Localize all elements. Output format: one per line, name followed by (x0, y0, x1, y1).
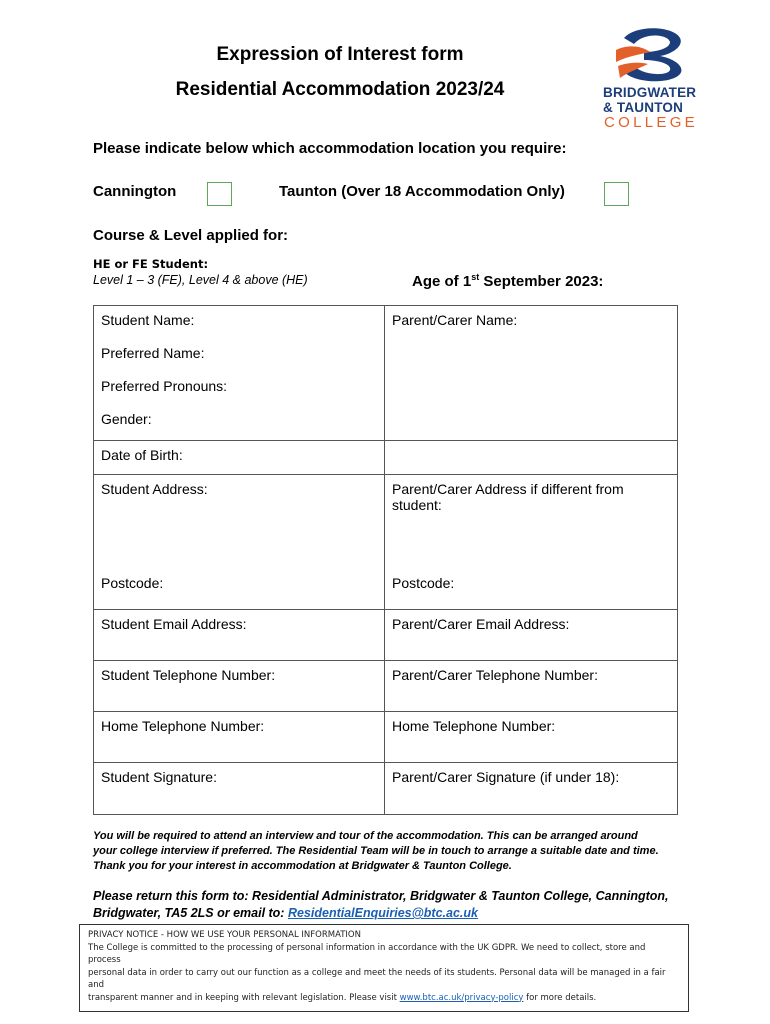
interview-note: You will be required to attend an interview and tour of the accommodation. This can be arranged around your college interview if preferred. The Residential Team will be in touch to arrange a suitable date and time. Thank you for your interest in accommodation at Bridgwater & Taunton College. (93, 830, 659, 872)
course-heading: Course & Level applied for: (93, 227, 289, 244)
parent-postcode-label: Postcode: (392, 575, 455, 591)
taunton-label: Taunton (Over 18 Accommodation Only) (279, 183, 565, 200)
logo-line-2: & TAUNTON (603, 100, 684, 115)
student-email-label: Student Email Address: (101, 616, 247, 632)
student-phone-cell[interactable] (94, 661, 385, 712)
parent-home-phone-label: Home Telephone Number: (392, 718, 556, 734)
parent-phone-cell[interactable] (385, 661, 678, 712)
form-subtitle: Residential Accommodation 2023/24 (175, 79, 505, 100)
gender-label: Gender: (101, 411, 152, 427)
cannington-label: Cannington (93, 183, 177, 200)
dob-label: Date of Birth: (101, 447, 183, 463)
parent-email-cell[interactable] (385, 610, 678, 661)
student-name-label: Student Name: (101, 312, 195, 328)
student-name-cell[interactable] (94, 306, 385, 441)
email-link[interactable]: ResidentialEnquiries@btc.ac.uk (287, 906, 478, 920)
form-title: Expression of Interest form (216, 44, 464, 65)
logo-line-1: BRIDGWATER (603, 85, 697, 100)
logo-line-3: COLLEGE (604, 114, 698, 131)
dob-cell[interactable] (94, 441, 385, 475)
preferred-pronouns-label: Preferred Pronouns: (101, 378, 228, 394)
parent-email-label: Parent/Carer Email Address: (392, 616, 570, 632)
age-label: Age of 1st September 2023: (412, 272, 604, 290)
level-info: Level 1 – 3 (FE), Level 4 & above (HE) (93, 273, 308, 287)
student-home-phone-cell[interactable] (94, 712, 385, 763)
parent-signature-label: Parent/Carer Signature (if under 18): (392, 769, 620, 785)
student-home-phone-label: Home Telephone Number: (101, 718, 265, 734)
parent-name-cell[interactable] (385, 306, 678, 441)
privacy-policy-link[interactable]: www.btc.ac.uk/privacy-policy (399, 992, 524, 1003)
student-email-cell[interactable] (94, 610, 385, 661)
privacy-notice: PRIVACY NOTICE - HOW WE USE YOUR PERSONAL INFORMATION The College is committed to the processing of personal information in accordance with the UK GDPR. We need to collect, store and process personal data in order to carry out our function as a college and meet the needs of its students. Personal data will be managed in a fair and transparent manner and in keeping with relevant legislation. Please visit www.btc.ac.uk/privacy-policy for more details. (79, 924, 689, 1012)
parent-name-label: Parent/Carer Name: (392, 312, 518, 328)
student-phone-label: Student Telephone Number: (101, 667, 276, 683)
dob-empty-cell (385, 441, 678, 475)
college-logo-icon (614, 26, 690, 82)
student-address-label: Student Address: (101, 481, 208, 497)
student-type-label: HE or FE Student: (93, 257, 209, 271)
return-instructions: Please return this form to: Residential Administrator, Bridgwater & Taunton College, Cannington, Bridgwater, TA5 2LS or email to: ResidentialEnquiries@btc.ac.uk (93, 889, 669, 920)
student-postcode-label: Postcode: (101, 575, 164, 591)
cannington-checkbox[interactable] (207, 182, 232, 206)
application-form-table (93, 305, 678, 815)
parent-phone-label: Parent/Carer Telephone Number: (392, 667, 598, 683)
student-signature-label: Student Signature: (101, 769, 217, 785)
parent-address-label: Parent/Carer Address if different from student: (392, 481, 624, 513)
taunton-checkbox[interactable] (604, 182, 629, 206)
parent-address-cell[interactable] (385, 475, 678, 610)
location-prompt: Please indicate below which accommodation location you require: (93, 140, 567, 157)
student-address-cell[interactable] (94, 475, 385, 610)
parent-home-phone-cell[interactable] (385, 712, 678, 763)
student-signature-cell[interactable] (94, 763, 385, 815)
parent-signature-cell[interactable] (385, 763, 678, 815)
preferred-name-label: Preferred Name: (101, 345, 205, 361)
privacy-heading: PRIVACY NOTICE - HOW WE USE YOUR PERSONAL INFORMATION (88, 930, 361, 940)
